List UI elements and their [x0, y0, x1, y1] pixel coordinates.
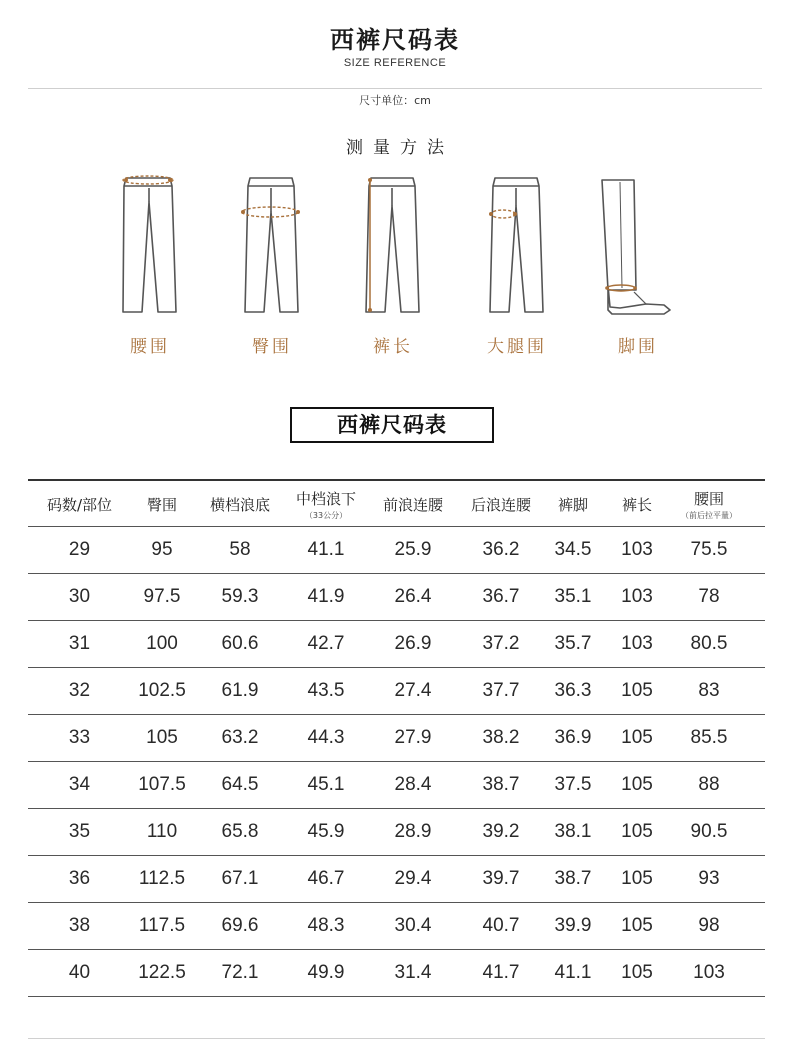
- value-cell: 67.1: [221, 868, 259, 889]
- value-cell: 38.2: [482, 727, 520, 748]
- value-cell: 90.5: [690, 821, 728, 842]
- value-cell: 45.9: [307, 821, 345, 842]
- value-cell: 63.2: [221, 727, 259, 748]
- value-cell: 105: [621, 962, 653, 983]
- method-title: 测量方法: [346, 138, 454, 158]
- table-row: [28, 903, 765, 950]
- value-cell: 26.9: [394, 633, 432, 654]
- figure-label-hip: 臀围: [252, 337, 292, 357]
- value-cell: 36.7: [482, 586, 520, 607]
- size-cell: 36: [68, 868, 91, 889]
- header-label: 腰围: [693, 489, 724, 508]
- value-cell: 38.1: [554, 821, 592, 842]
- value-cell: 78: [698, 586, 720, 607]
- value-cell: 41.1: [554, 962, 592, 983]
- table-row: [28, 621, 765, 668]
- header-crotch: [193, 482, 287, 526]
- value-cell: 27.4: [394, 680, 432, 701]
- value-cell: 41.7: [482, 962, 520, 983]
- value-cell: 103: [693, 962, 725, 983]
- figure-label-hem: 脚围: [618, 337, 658, 357]
- value-cell: 44.3: [307, 727, 345, 748]
- table-row: [28, 668, 765, 715]
- value-cell: 39.9: [554, 915, 592, 936]
- value-cell: 31.4: [394, 962, 432, 983]
- figure-label-length: 裤长: [373, 337, 413, 357]
- value-cell: 69.6: [221, 915, 259, 936]
- value-cell: 36.9: [554, 727, 592, 748]
- value-cell: 37.2: [482, 633, 520, 654]
- value-cell: 38.7: [482, 774, 520, 795]
- size-cell: 30: [68, 586, 91, 607]
- value-cell: 30.4: [394, 915, 432, 936]
- value-cell: 41.9: [307, 586, 345, 607]
- table-row: [28, 715, 765, 762]
- value-cell: 110: [146, 821, 178, 842]
- header-divider: [28, 88, 762, 89]
- value-cell: 105: [621, 821, 653, 842]
- value-cell: 102.5: [138, 680, 186, 701]
- size-cell: 32: [68, 680, 91, 701]
- value-cell: 72.1: [221, 962, 259, 983]
- value-cell: 37.7: [482, 680, 520, 701]
- table-row: [28, 809, 765, 856]
- page-subtitle: SIZE REFERENCE: [343, 57, 447, 69]
- value-cell: 45.1: [307, 774, 345, 795]
- value-cell: 105: [621, 868, 653, 889]
- value-cell: 37.5: [554, 774, 592, 795]
- value-cell: 97.5: [143, 586, 181, 607]
- header-label: 前浪连腰: [382, 495, 443, 514]
- size-cell: 33: [68, 727, 91, 748]
- value-cell: 39.2: [482, 821, 520, 842]
- value-cell: 88: [698, 774, 720, 795]
- header-length: [605, 482, 669, 526]
- value-cell: 65.8: [221, 821, 259, 842]
- header-size: [28, 482, 131, 526]
- value-cell: 35.7: [554, 633, 592, 654]
- value-cell: 117.5: [138, 915, 186, 936]
- value-cell: 107.5: [138, 774, 186, 795]
- value-cell: 42.7: [307, 633, 345, 654]
- value-cell: 105: [621, 680, 653, 701]
- size-cell: 38: [68, 915, 91, 936]
- value-cell: 28.4: [394, 774, 432, 795]
- value-cell: 38.7: [554, 868, 592, 889]
- table-row: [28, 856, 765, 903]
- value-cell: 83: [698, 680, 720, 701]
- value-cell: 61.9: [221, 680, 259, 701]
- value-cell: 103: [621, 586, 653, 607]
- table-row: [28, 574, 765, 621]
- pants-length-icon: [343, 172, 443, 322]
- header-sublabel: （前后拉平量）: [681, 510, 737, 520]
- header-label: 中档浪下: [295, 489, 356, 508]
- header-hip: [131, 482, 193, 526]
- table-title: 西裤尺码表: [290, 407, 494, 443]
- value-cell: 64.5: [221, 774, 259, 795]
- unit-note: 尺寸单位：cm: [359, 94, 431, 107]
- value-cell: 112.5: [138, 868, 186, 889]
- size-cell: 34: [68, 774, 91, 795]
- header-front-rise: [365, 482, 461, 526]
- value-cell: 43.5: [307, 680, 345, 701]
- header-sublabel: （33公分）: [304, 510, 348, 520]
- value-cell: 103: [621, 633, 653, 654]
- value-cell: 35.1: [554, 586, 592, 607]
- table-row: [28, 950, 765, 997]
- value-cell: 105: [146, 727, 178, 748]
- header-hem: [541, 482, 605, 526]
- header-back-rise: [461, 482, 541, 526]
- value-cell: 27.9: [394, 727, 432, 748]
- size-cell: 31: [68, 633, 91, 654]
- header-label: 后浪连腰: [470, 495, 531, 514]
- value-cell: 26.4: [394, 586, 432, 607]
- size-cell: 40: [68, 962, 91, 983]
- table-top-rule: [28, 479, 765, 481]
- value-cell: 105: [621, 915, 653, 936]
- pants-hip-icon: [222, 172, 322, 322]
- header-label: 臀围: [146, 495, 177, 514]
- value-cell: 58: [229, 539, 251, 560]
- header-label: 码数/部位: [46, 495, 113, 514]
- value-cell: 100: [146, 633, 178, 654]
- header-label: 裤长: [621, 495, 652, 514]
- value-cell: 46.7: [307, 868, 345, 889]
- value-cell: 105: [621, 727, 653, 748]
- header-mid-thigh: [287, 482, 365, 526]
- value-cell: 49.9: [307, 962, 345, 983]
- value-cell: 122.5: [138, 962, 186, 983]
- pants-hem-shoe-icon: [590, 172, 690, 322]
- value-cell: 105: [621, 774, 653, 795]
- size-cell: 35: [68, 821, 91, 842]
- value-cell: 48.3: [307, 915, 345, 936]
- table-row: [28, 762, 765, 809]
- value-cell: 36.3: [554, 680, 592, 701]
- value-cell: 59.3: [221, 586, 259, 607]
- pants-waist-icon: [100, 172, 200, 322]
- table-row: [28, 527, 765, 574]
- value-cell: 95: [151, 539, 173, 560]
- header-label: 横档浪底: [209, 495, 270, 514]
- value-cell: 103: [621, 539, 653, 560]
- value-cell: 60.6: [221, 633, 259, 654]
- row-divider: [28, 996, 765, 997]
- value-cell: 34.5: [554, 539, 592, 560]
- value-cell: 85.5: [690, 727, 728, 748]
- value-cell: 40.7: [482, 915, 520, 936]
- value-cell: 75.5: [690, 539, 728, 560]
- pants-thigh-icon: [467, 172, 567, 322]
- value-cell: 80.5: [690, 633, 728, 654]
- value-cell: 29.4: [394, 868, 432, 889]
- page-bottom-rule: [28, 1038, 765, 1039]
- size-cell: 29: [68, 539, 91, 560]
- value-cell: 93: [698, 868, 720, 889]
- value-cell: 28.9: [394, 821, 432, 842]
- figure-label-waist: 腰围: [130, 337, 170, 357]
- value-cell: 98: [698, 915, 720, 936]
- header-waist: [669, 482, 749, 526]
- value-cell: 36.2: [482, 539, 520, 560]
- value-cell: 39.7: [482, 868, 520, 889]
- value-cell: 25.9: [394, 539, 432, 560]
- figure-label-thigh: 大腿围: [487, 337, 547, 357]
- page-title: 西裤尺码表: [330, 26, 460, 54]
- value-cell: 41.1: [307, 539, 345, 560]
- header-label: 裤脚: [557, 495, 588, 514]
